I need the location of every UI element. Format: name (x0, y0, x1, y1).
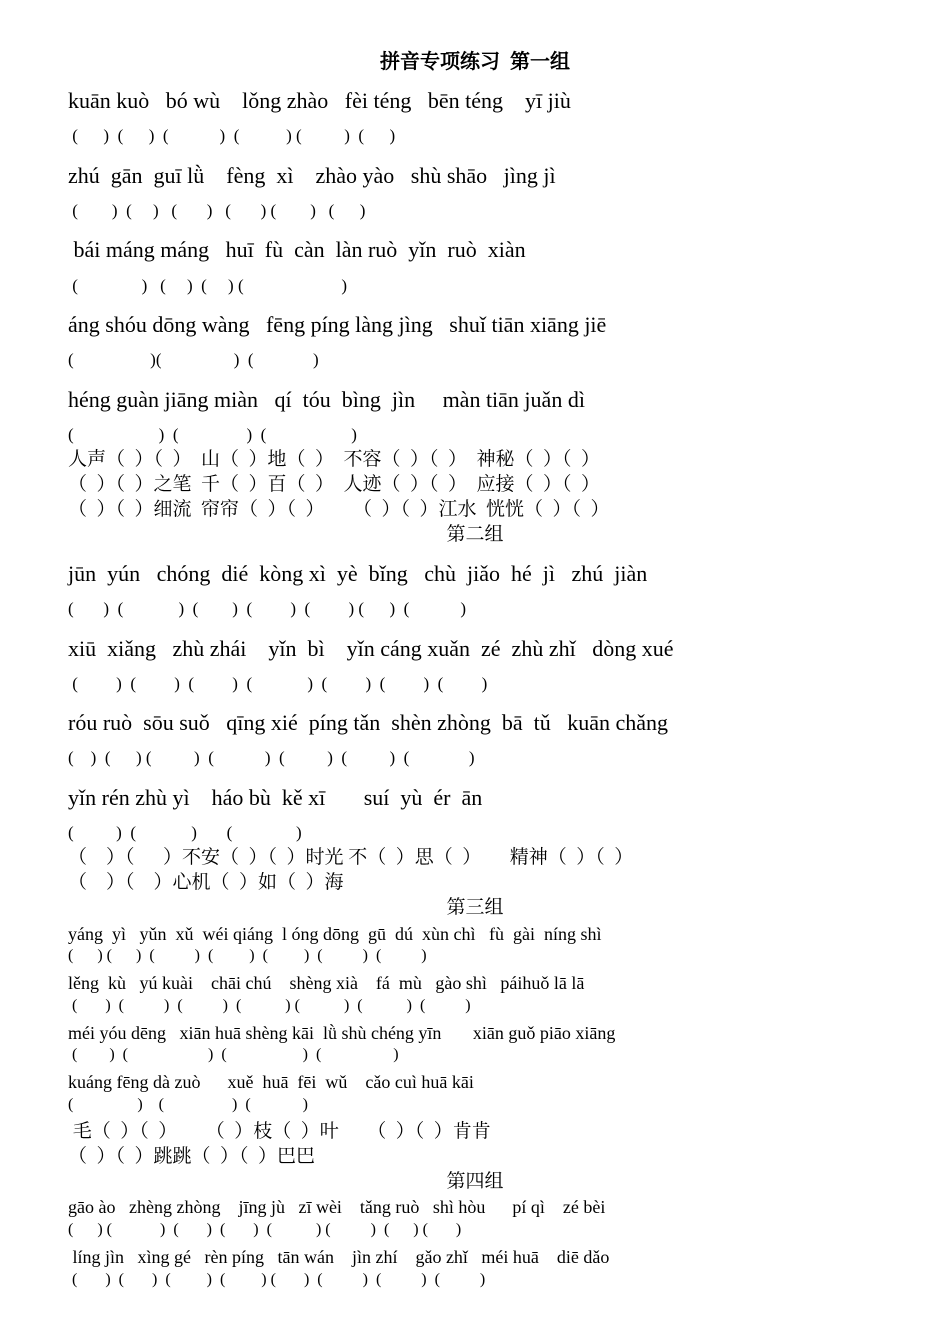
pinyin-line: jūn yún chóng dié kòng xì yè bǐng chù jiǎo hé jì zhú jiàn (68, 561, 648, 586)
pinyin-line: héng guàn jiāng miàn qí tóu bìng jìn màn tiān juǎn dì (68, 387, 585, 412)
pinyin-line: róu ruò sōu suǒ qīng xié píng tǎn shèn zhòng bā tǔ kuān chǎng (68, 710, 669, 735)
pinyin-line: méi yóu dēng xiān huā shèng kāi lǜ shù chéng yīn xiān guǒ piāo xiāng (68, 1023, 616, 1043)
pinyin-line: yǐn rén zhù yì háo bù kě xī suí yù ér ān (68, 785, 483, 810)
idiom-fill-line: （ ）（ ）细流 帘帘（ ）（ ） （ ）（ ）江水 恍恍（ ）（ ） (68, 499, 610, 520)
pinyin-line: bái máng máng huī fù càn làn ruò yǐn ruò xiàn (68, 237, 526, 262)
section-heading: 第二组 (446, 524, 504, 545)
pinyin-line: kuáng fēng dà zuò xuě huā fēi wǔ cǎo cuì huā kāi (68, 1072, 474, 1092)
idiom-fill-line: （ ）（ ）心机（ ）如（ ）海 (68, 872, 344, 893)
answer-blank-line[interactable]: ( )( ) ( ) (68, 350, 319, 369)
pinyin-line: áng shóu dōng wàng fēng píng làng jìng shuǐ tiān xiāng jiē (68, 312, 607, 337)
answer-blank-line[interactable]: ( ) ( ) ( ) ( ) ( ) ( ) (68, 201, 366, 220)
idiom-fill-line: 人声（ ）（ ） 山（ ）地（ ） 不容（ ）（ ） 神秘（ ）（ ） (68, 449, 601, 470)
worksheet-title: 拼音专项练习 第一组 (380, 51, 570, 73)
pinyin-line: líng jìn xìng gé rèn píng tān wán jìn zhí gǎo zhǐ méi huā diē dǎo (68, 1247, 610, 1267)
answer-blank-line[interactable]: ( ) ( ) ( ) (68, 1096, 308, 1113)
pinyin-line: gāo ào zhèng zhòng jīng jù zī wèi tǎng ruò shì hòu pí qì zé bèi (68, 1197, 606, 1217)
idiom-fill-line: （ ）（ ）之笔 千（ ）百（ ） 人迹（ ）（ ） 应接（ ）（ ） (68, 474, 601, 495)
pinyin-line: lěng kù yú kuài chāi chú shèng xià fá mù gào shì páihuǒ lā lā (68, 973, 585, 993)
answer-blank-line[interactable]: ( ) ( ) ( ) ( ) ( ) ( ) ( ) ( ) (68, 1221, 462, 1238)
pinyin-line: yáng yì yǔn xǔ wéi qiáng l óng dōng gū dú xùn chì fù gài níng shì (68, 924, 602, 944)
pinyin-line: xiū xiǎng zhù zhái yǐn bì yǐn cáng xuǎn zé zhù zhǐ dòng xué (68, 636, 674, 661)
pinyin-line: kuān kuò bó wù lǒng zhào fèi téng bēn téng yī jiù (68, 88, 571, 113)
answer-blank-line[interactable]: ( ) ( ) ( ) ( ) ( ) ( ) (68, 126, 396, 145)
answer-blank-line[interactable]: ( ) ( ) ( ) ( ) ( ) ( ) ( ) (68, 947, 427, 964)
answer-blank-line[interactable]: ( ) ( ) ( ) ( ) ( ) ( ) ( ) (68, 748, 475, 767)
section-heading: 第四组 (446, 1171, 504, 1192)
answer-blank-line[interactable]: ( ) ( ) ( ) ( ) ( ) ( ) ( ) (68, 674, 488, 693)
answer-blank-line[interactable]: ( ) ( ) ( ) (68, 425, 357, 444)
idiom-fill-line: （ ）（ ）跳跳（ ）（ ）巴巴 (68, 1146, 316, 1167)
idiom-fill-line: （ ）（ ）不安（ ）（ ）时光 不（ ）思（ ） 精神（ ）（ ） (68, 847, 634, 868)
section-heading: 第三组 (446, 897, 504, 918)
idiom-fill-line: 毛（ ）（ ） （ ）枝（ ）叶 （ ）（ ）肯肯 (68, 1121, 491, 1142)
pinyin-line: zhú gān guī lǜ fèng xì zhào yào shù shāo jìng jì (68, 163, 556, 188)
answer-blank-line[interactable]: ( ) ( ) ( ) (68, 823, 302, 842)
answer-blank-line[interactable]: ( ) ( ) ( ) ( ) ( ) ( ) ( ) (68, 599, 467, 618)
answer-blank-line[interactable]: ( ) ( ) ( ) ( ) (68, 1046, 399, 1063)
answer-blank-line[interactable]: ( ) ( ) ( ) ( ) (68, 276, 348, 295)
answer-blank-line[interactable]: ( ) ( ) ( ) ( ) ( ) ( ) ( ) ( ) (68, 1271, 486, 1288)
answer-blank-line[interactable]: ( ) ( ) ( ) ( ) ( ) ( ) ( ) (68, 997, 471, 1014)
